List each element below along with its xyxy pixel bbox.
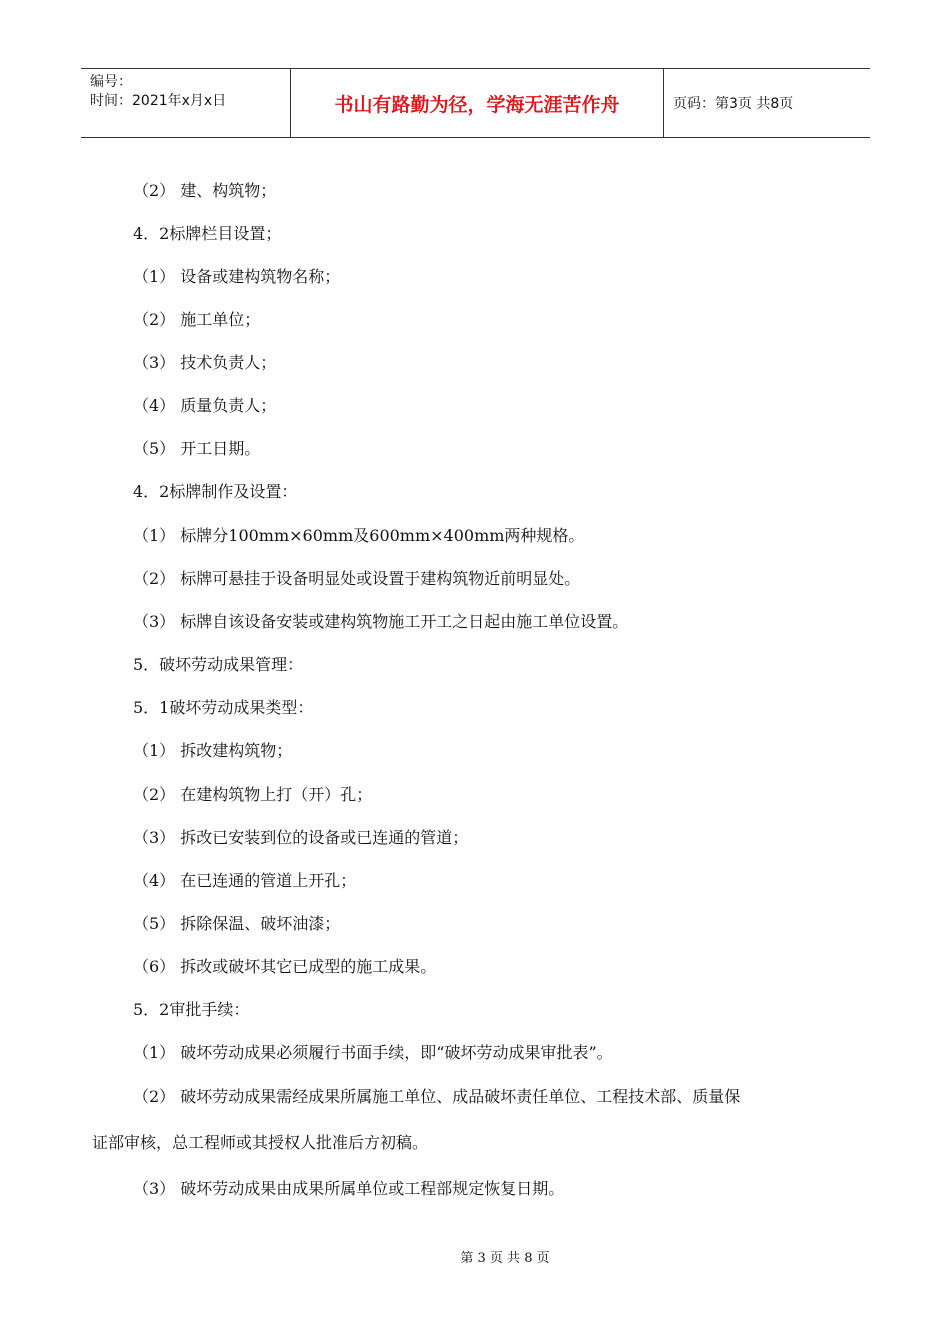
body-line: 4．2标牌制作及设置： (133, 482, 298, 501)
header-page-info: 页码：第3页 共8页 (673, 96, 794, 112)
body-line: （5） 开工日期。 (133, 439, 261, 458)
body-line: （4） 质量负责人； (133, 396, 277, 415)
body-line: （1） 设备或建构筑物名称； (133, 267, 341, 286)
header-meta (81, 69, 291, 137)
body-line: （2） 建、构筑物； (133, 181, 277, 200)
body-line: （2） 破坏劳动成果需经成果所属施工单位、成品破坏责任单位、工程技术部、质量保 (133, 1087, 741, 1106)
body-line: 5．2审批手续： (133, 1000, 250, 1019)
body-line: （2） 施工单位； (133, 310, 261, 329)
document-date: 时间：2021年x月x日 (90, 93, 227, 109)
page-header (81, 68, 870, 138)
document-number-label: 编号： (90, 74, 132, 90)
body-line: （2） 标牌可悬挂于设备明显处或设置于建构筑物近前明显处。 (133, 569, 581, 588)
body-line: （3） 技术负责人； (133, 353, 277, 372)
body-line: 5．1破坏劳动成果类型： (133, 698, 314, 717)
header-motto: 书山有路勤为径，学海无涯苦作舟 (291, 69, 664, 137)
page-footer: 第 3 页 共 8 页 (460, 1251, 550, 1266)
body-line: （1） 破坏劳动成果必须履行书面手续，即“破坏劳动成果审批表”。 (133, 1043, 613, 1062)
body-line: （1） 标牌分100mm×60mm及600mm×400mm两种规格。 (133, 526, 585, 545)
body-line: 5．破坏劳动成果管理： (133, 655, 304, 674)
body-line: （6） 拆改或破坏其它已成型的施工成果。 (133, 957, 437, 976)
body-line: （1） 拆改建构筑物； (133, 741, 293, 760)
body-line: （3） 拆改已安装到位的设备或已连通的管道； (133, 828, 469, 847)
body-line: （3） 破坏劳动成果由成果所属单位或工程部规定恢复日期。 (133, 1179, 565, 1198)
body-line: （4） 在已连通的管道上开孔； (133, 871, 357, 890)
body-line: （5） 拆除保温、破坏油漆； (133, 914, 341, 933)
body-line: 证部审核，总工程师或其授权人批准后方初稿。 (92, 1133, 429, 1152)
body-line: （2） 在建构筑物上打（开）孔； (133, 785, 373, 804)
body-line: （3） 标牌自该设备安装或建构筑物施工开工之日起由施工单位设置。 (133, 612, 629, 631)
body-line: 4．2标牌栏目设置； (133, 224, 282, 243)
